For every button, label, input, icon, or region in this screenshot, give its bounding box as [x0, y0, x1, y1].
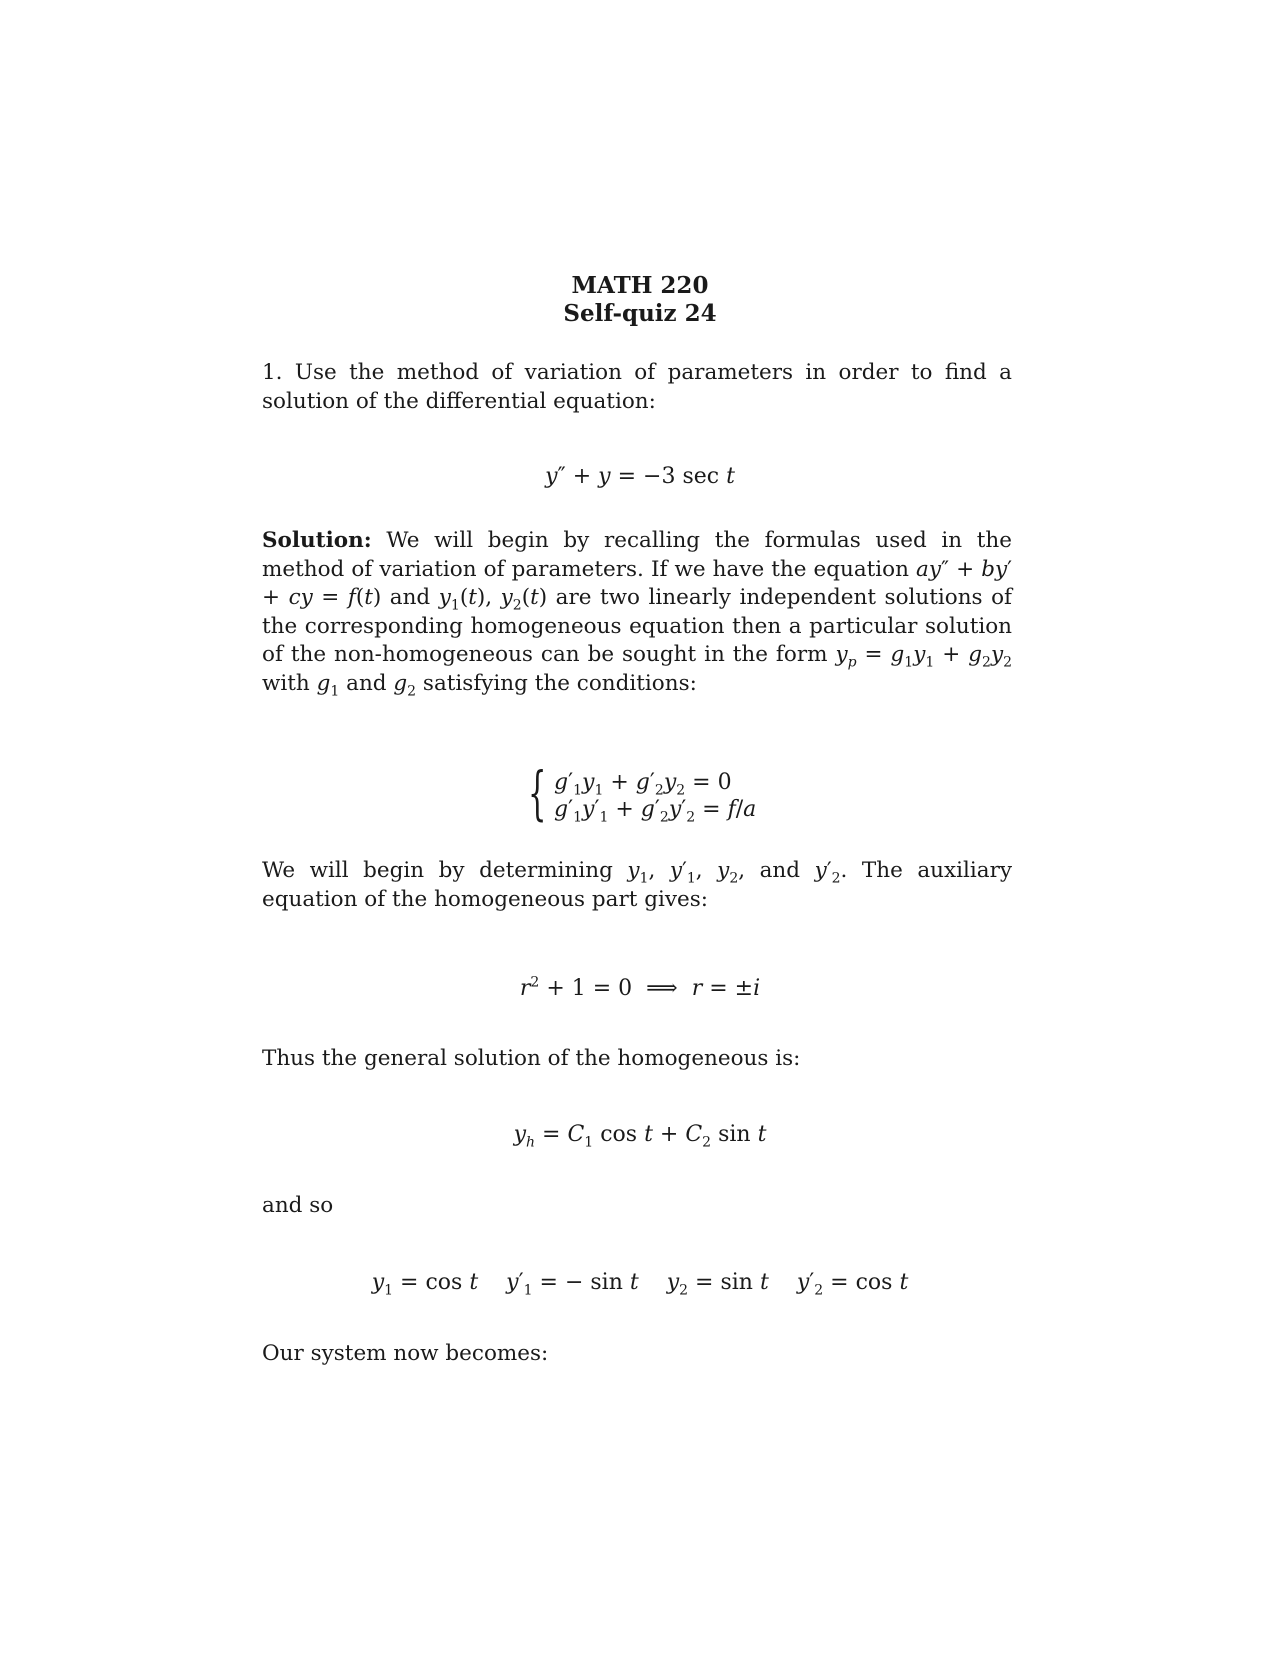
problem-statement: 1. Use the method of variation of parameters in order to find a solution of the differential equation: [262, 360, 1012, 414]
system-row-2: $g'_1y'_1 + g'_2y'_2 = f/a$ [554, 797, 757, 826]
differential-equation: y″ + y = −3 sec t [545, 464, 735, 489]
determine-paragraph: We will begin by determining $y_1$, $y'_1$, $y_2$, and $y'_2$. The auxiliary equation of the homogeneous part gives: [262, 858, 1012, 912]
general-solution-text: Thus the general solution of the homogeneous is: [262, 1046, 801, 1071]
general-solution-equation: $y_h = C_1$ $\cos t + C_2$ sin t [513, 1122, 767, 1151]
solution-label: Solution: [262, 528, 372, 553]
course-title: MATH 220 [571, 272, 709, 299]
quiz-title: Self-quiz 24 [563, 300, 717, 327]
and-so-text: and so [262, 1193, 334, 1218]
left-brace: { [528, 759, 547, 827]
auxiliary-equation: $r^2 + 1 = 0$ ⟹ r = ±i [519, 974, 761, 1001]
closing-text: Our system now becomes: [262, 1341, 549, 1366]
basis-functions: $y_1 = \cos t$ $y'_1$ = − sin t $y_2 = \sin t$ $y'_2 = \cos t$ [371, 1270, 909, 1299]
system-row-1: $g'_1y_1 + g'_2y_2 = 0$ [554, 770, 732, 799]
solution-intro: Solution: We will begin by recalling the formulas used in the method of variation of parameters. If we have the equation ay″ + by′ + cy = f(t) and $y_1(t)$, $y_2(t)$ are two linearly independent solutions of the corresponding homogeneous equation then a particular solution of the non-homogeneous can be sought in the form $y_p = g_1y_1 + g_2y_2$ with $g_1$ and $g_2$ satisfying the conditions: [262, 528, 1013, 699]
